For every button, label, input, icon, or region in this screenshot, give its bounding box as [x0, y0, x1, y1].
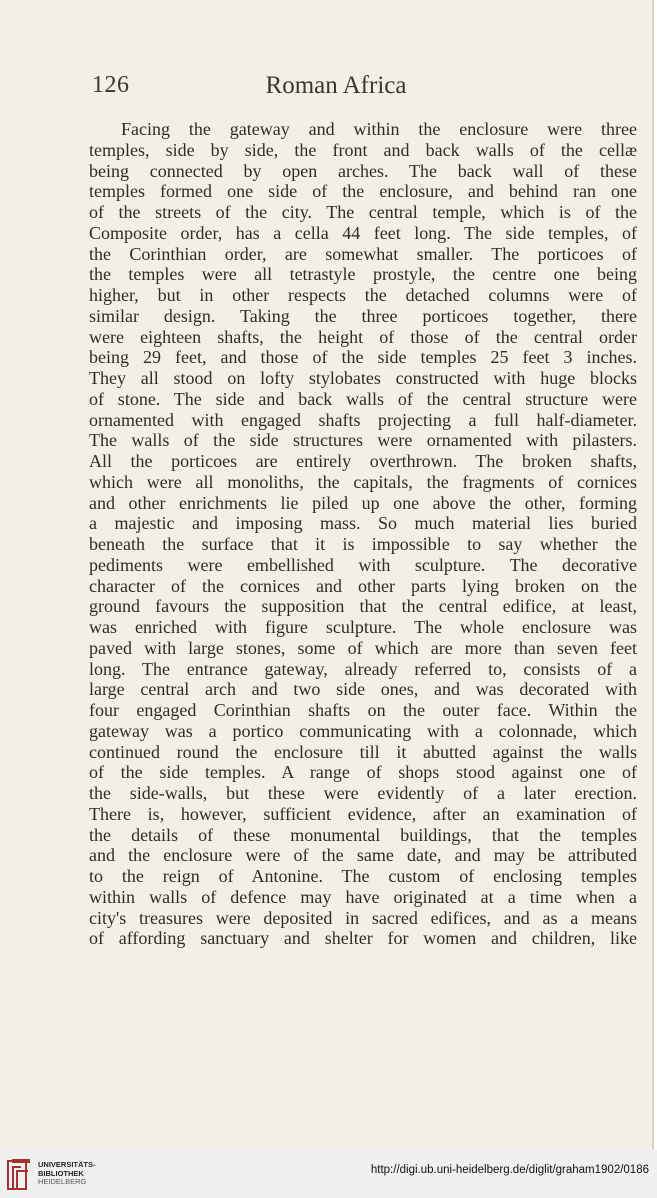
text-line: of affording sanctuary and shelter for women and children, like — [89, 928, 637, 949]
library-name-line: UNIVERSITÄTS- — [38, 1160, 96, 1169]
text-line: the details of these monumental buildings, that the temples — [89, 824, 637, 845]
text-line: the Corinthian order, are somewhat smaller. The porticoes of — [89, 243, 637, 264]
text-line: ground favours the supposition that the central edifice, at least, — [89, 596, 637, 617]
running-head: Roman Africa — [265, 72, 407, 99]
text-line: of stone. The side and back walls of the central structure were — [89, 388, 637, 409]
text-line: long. The entrance gateway, already referred to, consists of a — [89, 658, 637, 679]
text-line: character of the cornices and other parts lying broken on the — [89, 575, 637, 596]
library-logo-icon — [6, 1158, 34, 1192]
text-line: of the streets of the city. The central temple, which is of the — [89, 202, 637, 222]
text-line: beneath the surface that it is impossible to say whether the — [89, 534, 637, 554]
text-line: city's treasures were deposited in sacred edifices, and as a means — [89, 907, 637, 928]
text-line: large central arch and two side ones, and was decorated with — [89, 679, 637, 700]
text-line: the side-walls, but these were evidently of a later erection. — [89, 783, 637, 803]
text-line: to the reign of Antonine. The custom of enclosing temples — [89, 866, 637, 886]
text-line: within walls of defence may have originated at a time when a — [89, 886, 637, 907]
text-line: being connected by open arches. The back wall of these — [89, 160, 637, 181]
text-line: Composite order, has a cella 44 feet long. The side temples, of — [89, 222, 637, 243]
text-line: They all stood on lofty stylobates constructed with huge blocks — [89, 368, 637, 388]
text-line: was enriched with figure sculpture. The whole enclosure was — [89, 617, 637, 637]
text-line: a majestic and imposing mass. So much material lies buried — [89, 513, 637, 534]
text-line: paved with large stones, some of which are more than seven feet — [89, 637, 637, 658]
digitization-footer — [0, 1150, 657, 1198]
page-number: 126 — [92, 72, 130, 98]
text-line: Facing the gateway and within the enclosure were three — [121, 119, 637, 139]
text-line: being 29 feet, and those of the side temples 25 feet 3 inches. — [89, 347, 637, 368]
library-name-line: BIBLIOTHEK — [38, 1168, 84, 1178]
library-name — [38, 1161, 96, 1187]
text-line: pediments were embellished with sculpture. The decorative — [89, 554, 637, 575]
text-line: the temples were all tetrastyle prostyle, the centre one being — [89, 264, 637, 285]
text-line: temples, side by side, the front and back walls of the cellæ — [89, 139, 637, 160]
text-line: gateway was a portico communicating with a colonnade, which — [89, 720, 637, 741]
text-line: ornamented with engaged shafts projecting a full half-diameter. — [89, 409, 637, 430]
body-text — [89, 119, 637, 949]
library-name-line: HEIDELBERG — [38, 1177, 87, 1186]
text-line: All the porticoes are entirely overthrown. The broken shafts, — [89, 451, 637, 471]
text-line: of the side temples. A range of shops stood against one of — [89, 762, 637, 783]
text-line: The walls of the side structures were ornamented with pilasters. — [89, 430, 637, 451]
text-line: and other enrichments lie piled up one above the other, forming — [89, 492, 637, 513]
text-line: similar design. Taking the three porticoes together, there — [89, 305, 637, 326]
text-line: and the enclosure were of the same date, and may be attributed — [89, 845, 637, 866]
text-line: higher, but in other respects the detached columns were of — [89, 285, 637, 305]
text-line: continued round the enclosure till it abutted against the walls — [89, 741, 637, 762]
text-line: temples formed one side of the enclosure, and behind ran one — [89, 181, 637, 202]
text-line: which were all monoliths, the capitals, the fragments of cornices — [89, 471, 637, 492]
page-header — [0, 72, 652, 106]
text-line: were eighteen shafts, the height of those of the central order — [89, 326, 637, 347]
text-line: There is, however, sufficient evidence, after an examination of — [89, 803, 637, 824]
source-url-link[interactable]: http://digi.ub.uni-heidelberg.de/diglit/graham1902/0186 — [370, 1164, 649, 1176]
text-line: four engaged Corinthian shafts on the outer face. Within the — [89, 700, 637, 720]
